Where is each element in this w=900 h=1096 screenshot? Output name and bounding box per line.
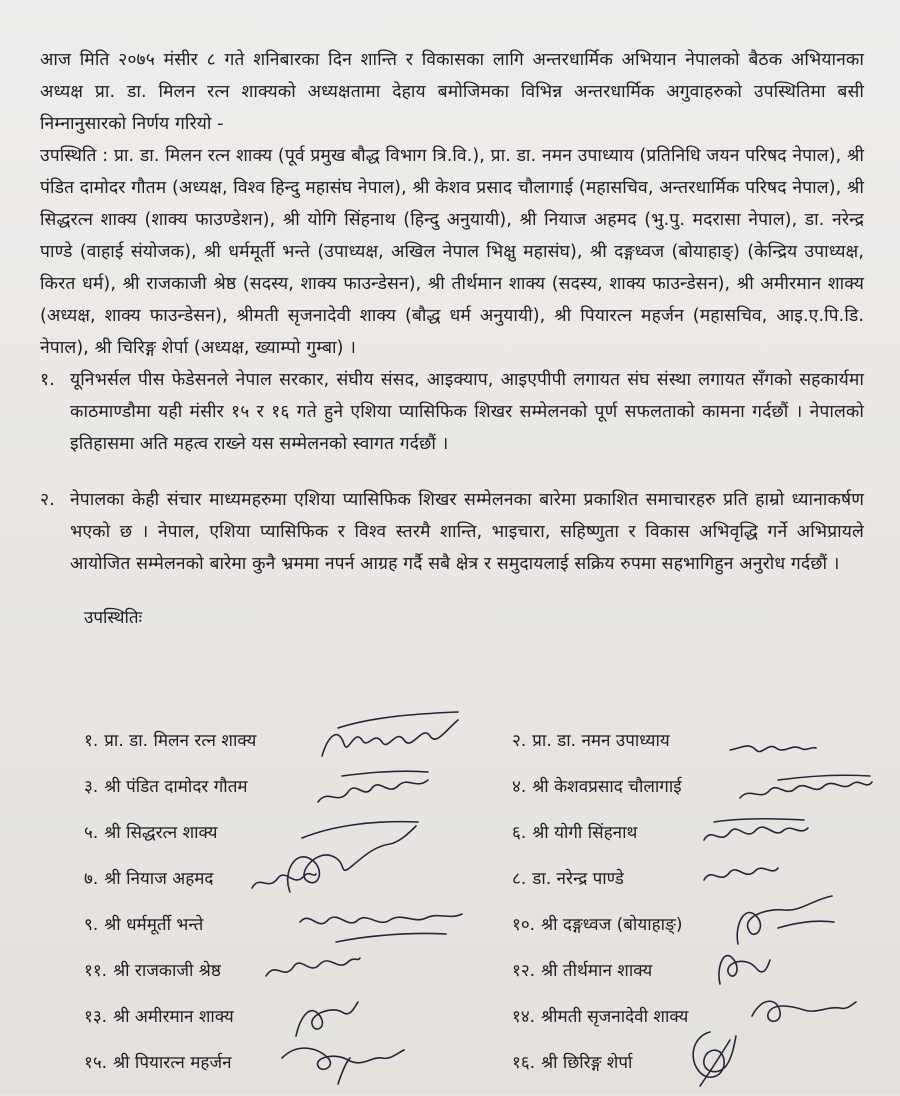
signatory xyxy=(512,912,682,938)
signatory-number: २. xyxy=(512,731,527,751)
signatory-name: श्री पियारत्न महर्जन xyxy=(113,1053,232,1073)
signatory-number: १५. xyxy=(84,1053,108,1073)
signatory xyxy=(512,820,637,846)
signatory-number: ११. xyxy=(84,961,108,981)
signatory-name: श्री धर्ममूर्ती भन्ते xyxy=(104,915,204,935)
signatory-name: श्री योगी सिंहनाथ xyxy=(532,823,638,843)
signatory xyxy=(84,820,218,846)
signatory-name: श्री छिरिङ्ग शेर्पा xyxy=(541,1053,633,1073)
signatory-number: १२. xyxy=(512,961,536,981)
signatures-heading: उपस्थितिः xyxy=(84,608,143,628)
signatory-name: प्रा. डा. मिलन रत्न शाक्य xyxy=(104,731,257,751)
signature-mark xyxy=(738,772,874,808)
decision-text: नेपालका केही संचार माध्यमहरुमा एशिया प्यासिफिक शिखर सम्मेलनका बारेमा प्रकाशित समाचारहरु प्रति हाम्रो ध्यानाकर्षण भएको छ । नेपाल, एशिया प्यासिफिक र विश्व स्तरमै शान्ति, भाइचारा, सहिष्णुता र विकास अभिवृद्धि गर्ने अभिप्रायले आयोजित सम्मेलनको बारेमा कुनै भ्रममा नपर्न आग्रह गर्दै सबै क्षेत्र र समुदायलाई सक्रिय रुपमा सहभागिहुन अनुरोध गर्दछौं । xyxy=(70,490,864,574)
signature-mark xyxy=(728,738,818,758)
signatory-name: श्री सिद्धरत्न शाक्य xyxy=(104,823,218,843)
signatory-name: श्री तीर्थमान शाक्य xyxy=(541,961,653,981)
decision-list xyxy=(40,364,864,580)
signature-mark xyxy=(748,990,858,1030)
signatory-number: १६. xyxy=(512,1053,536,1073)
signature-mark xyxy=(680,1026,740,1090)
signatory xyxy=(512,728,670,754)
signatory-number: १४. xyxy=(512,1007,536,1027)
signatory-number: ७. xyxy=(84,869,99,889)
signature-mark xyxy=(700,858,780,890)
signatory-name: श्री केशवप्रसाद चौलागाई xyxy=(532,777,682,797)
signatory-number: १. xyxy=(84,731,99,751)
signature-mark xyxy=(278,1038,408,1088)
decision-item xyxy=(40,484,864,580)
signatory-number: ३. xyxy=(84,777,99,797)
signatory-name: श्रीमती सृजनादेवी शाक्य xyxy=(541,1007,689,1027)
signatory xyxy=(512,1050,632,1076)
signatory xyxy=(512,1004,688,1030)
signatory-name: श्री राजकाजी श्रेष्ठ xyxy=(113,961,221,981)
signatory-number: ५. xyxy=(84,823,99,843)
signatory xyxy=(84,1050,232,1076)
signatory xyxy=(84,912,203,938)
signatory-number: ४. xyxy=(512,777,527,797)
signatory-name: श्री अमीरमान शाक्य xyxy=(113,1007,234,1027)
signatory-number: ९. xyxy=(84,915,99,935)
signatory xyxy=(84,958,221,984)
signature-row xyxy=(0,1050,900,1096)
intro-paragraph: आज मिति २०७५ मंसीर ८ गते शनिबारका दिन शान्ति र विकासका लागि अन्तरधार्मिक अभियान नेपालको बैठक अभियानका अध्यक्ष प्रा. डा. मिलन रत्न शाक्यको अध्यक्षतामा देहाय बमोजिमका विभिन्न अन्तरधार्मिक अगुवाहरुको उपस्थितिमा बसी निम्नानुसारको निर्णय गरियो - xyxy=(40,50,864,134)
signatory xyxy=(512,774,682,800)
signatory-number: १०. xyxy=(512,915,536,935)
signatory-number: १३. xyxy=(84,1007,108,1027)
signature-mark xyxy=(290,990,360,1040)
signatory-name: श्री दङ्गध्वज (बोयाहाङ्) xyxy=(541,915,683,935)
signatory xyxy=(512,866,624,892)
signatory xyxy=(84,774,248,800)
signature-mark xyxy=(318,706,468,766)
decision-number: २. xyxy=(40,490,55,510)
decision-item xyxy=(40,364,864,460)
signature-mark xyxy=(248,860,318,896)
decision-text: यूनिभर्सल पीस फेडेसनले नेपाल सरकार, संघीय संसद, आइक्याप, आइएपीपी लगायत संघ संस्था लगायत सँगको सहकार्यमा काठमाण्डौमा यही मंसीर १५ र १६ गते हुने एशिया प्यासिफिक शिखर सम्मेलनको पूर्ण सफलताको कामना गर्दछौं । नेपालको इतिहासमा अति महत्व राख्ने यस सम्मेलनको स्वागत गर्दछौं । xyxy=(70,370,864,454)
signatory-number: ८. xyxy=(512,869,527,889)
signatory-name: श्री नियाज अहमद xyxy=(104,869,214,889)
signatory-name: प्रा. डा. नमन उपाध्याय xyxy=(532,731,670,751)
signatory-number: ६. xyxy=(512,823,527,843)
signatory-name: श्री पंडित दामोदर गौतम xyxy=(104,777,248,797)
signatory xyxy=(84,728,256,754)
attendance-paragraph: उपस्थिति : प्रा. डा. मिलन रत्न शाक्य (पूर्व प्रमुख बौद्ध विभाग त्रि.वि.), प्रा. डा. नमन उपाध्याय (प्रतिनिधि जयन परिषद नेपाल), श्री पंडित दामोदर गौतम (अध्यक्ष, विश्व हिन्दु महासंघ नेपाल), श्री केशव प्रसाद चौलागाई (महासचिव, अन्तरधार्मिक परिषद नेपाल), श्री सिद्धरत्न शाक्य (शाक्य फाउण्डेशन), श्री योगि सिंहनाथ (हिन्दु अनुयायी), श्री नियाज अहमद (भु.पु. मदरासा नेपाल), डा. नरेन्द्र पाण्डे (वाहाई संयोजक), श्री धर्ममूर्ती भन्ते (उपाध्यक्ष, अखिल नेपाल भिक्षु महासंघ), श्री दङ्गध्वज (बोयाहाङ्) (केन्द्रिय उपाध्यक्ष, किरत धर्म), श्री राजकाजी श्रेष्ठ (सदस्य, शाक्य फाउन्डेसन), श्री तीर्थमान शाक्य (सदस्य, शाक्य फाउन्डेसन), श्री अमीरमान शाक्य (अध्यक्ष, शाक्य फाउन्डेसन), श्रीमती सृजनादेवी शाक्य (बौद्ध धर्म अनुयायी), श्री पियारत्न महर्जन (महासचिव, आइ.ए.पि.डि. नेपाल), श्री चिरिङ्ग शेर्पा (अध्यक्ष, ख्याम्पो गुम्बा) । xyxy=(40,146,864,358)
signatory xyxy=(84,1004,234,1030)
signatory xyxy=(512,958,652,984)
signature-mark xyxy=(712,938,772,988)
signature-mark xyxy=(700,816,810,852)
signature-mark xyxy=(262,946,362,986)
signature-mark xyxy=(296,902,466,946)
signatory xyxy=(84,866,213,892)
decision-number: १. xyxy=(40,370,55,390)
signatory-name: डा. नरेन्द्र पाण्डे xyxy=(532,869,624,889)
